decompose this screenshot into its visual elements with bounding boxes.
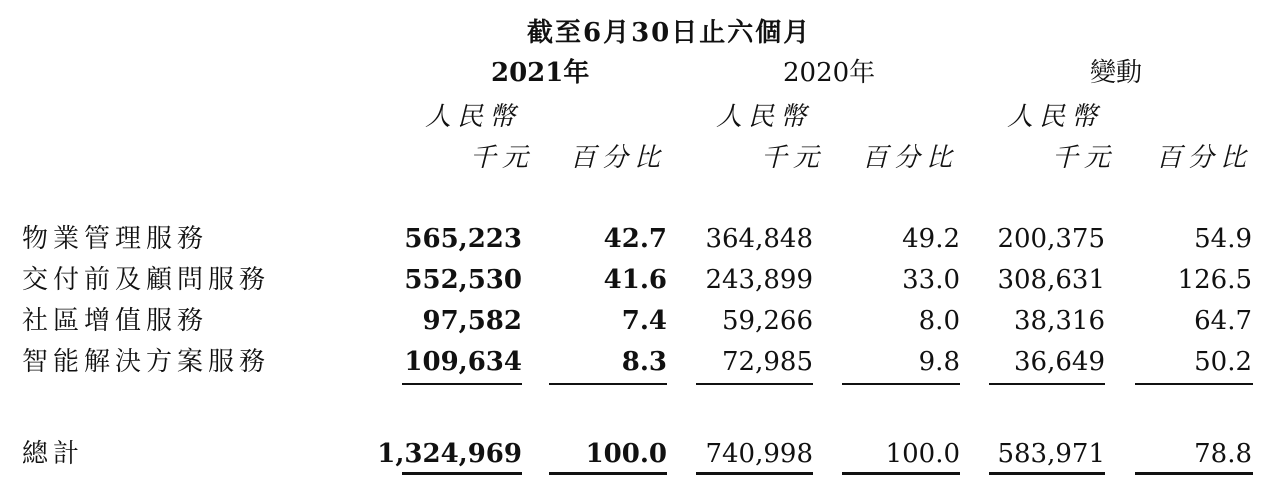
- thousand-label-change: 千元: [1052, 143, 1117, 173]
- cell-change-percent: 64.7: [1194, 306, 1252, 336]
- subtotal-rule: [842, 383, 960, 385]
- total-rule: [842, 472, 960, 475]
- percent-label-change: 百分比: [1156, 143, 1253, 173]
- cell-2021-percent: 42.7: [603, 224, 667, 254]
- cell-change-amount: 36,649: [1014, 347, 1105, 377]
- total-change-amount: 583,971: [997, 439, 1105, 469]
- row-label: 智能解決方案服務: [22, 347, 271, 377]
- cell-2020-percent: 8.0: [918, 306, 960, 336]
- total-2021-percent: 100.0: [585, 439, 667, 469]
- total-2020-amount: 740,998: [705, 439, 813, 469]
- col-header-2020: 2020年: [783, 58, 876, 88]
- total-rule: [1135, 472, 1253, 475]
- subtotal-rule: [696, 383, 813, 385]
- currency-label-change: 人民幣: [1007, 102, 1104, 132]
- cell-change-amount: 200,375: [997, 224, 1105, 254]
- total-2020-percent: 100.0: [885, 439, 960, 469]
- total-rule: [696, 472, 813, 475]
- currency-label-2020: 人民幣: [716, 102, 813, 132]
- percent-label-2021: 百分比: [570, 143, 667, 173]
- subtotal-rule: [549, 383, 667, 385]
- col-header-2021: 2021年: [491, 58, 590, 88]
- cell-2021-amount: 97,582: [422, 306, 522, 336]
- row-label: 物業管理服務: [22, 224, 209, 254]
- cell-2020-percent: 49.2: [902, 224, 960, 254]
- subtotal-rule: [1135, 383, 1253, 385]
- total-change-percent: 78.8: [1194, 439, 1252, 469]
- cell-2021-percent: 8.3: [621, 347, 667, 377]
- col-header-change: 變動: [1090, 58, 1143, 88]
- row-label: 交付前及顧問服務: [22, 265, 271, 295]
- period-header: 截至6月30日止六個月: [527, 18, 812, 48]
- cell-change-amount: 308,631: [997, 265, 1105, 295]
- cell-2020-percent: 9.8: [918, 347, 960, 377]
- currency-label-2021: 人民幣: [425, 102, 522, 132]
- subtotal-rule: [402, 383, 522, 385]
- cell-change-percent: 50.2: [1194, 347, 1252, 377]
- cell-2020-amount: 243,899: [705, 265, 813, 295]
- cell-2020-amount: 72,985: [722, 347, 813, 377]
- subtotal-rule: [989, 383, 1105, 385]
- thousand-label-2020: 千元: [761, 143, 826, 173]
- total-rule: [989, 472, 1105, 475]
- total-label: 總計: [22, 439, 85, 469]
- cell-2021-amount: 565,223: [404, 224, 522, 254]
- row-label: 社區增值服務: [22, 306, 209, 336]
- cell-2021-amount: 109,634: [404, 347, 522, 377]
- total-rule: [402, 472, 522, 475]
- cell-2021-percent: 7.4: [621, 306, 667, 336]
- cell-change-amount: 38,316: [1014, 306, 1105, 336]
- cell-2020-amount: 364,848: [705, 224, 813, 254]
- total-2021-amount: 1,324,969: [377, 439, 522, 469]
- cell-2021-percent: 41.6: [603, 265, 667, 295]
- percent-label-2020: 百分比: [862, 143, 959, 173]
- total-rule: [549, 472, 667, 475]
- cell-change-percent: 54.9: [1194, 224, 1252, 254]
- cell-change-percent: 126.5: [1177, 265, 1252, 295]
- cell-2020-amount: 59,266: [722, 306, 813, 336]
- cell-2020-percent: 33.0: [902, 265, 960, 295]
- cell-2021-amount: 552,530: [404, 265, 522, 295]
- thousand-label-2021: 千元: [470, 143, 535, 173]
